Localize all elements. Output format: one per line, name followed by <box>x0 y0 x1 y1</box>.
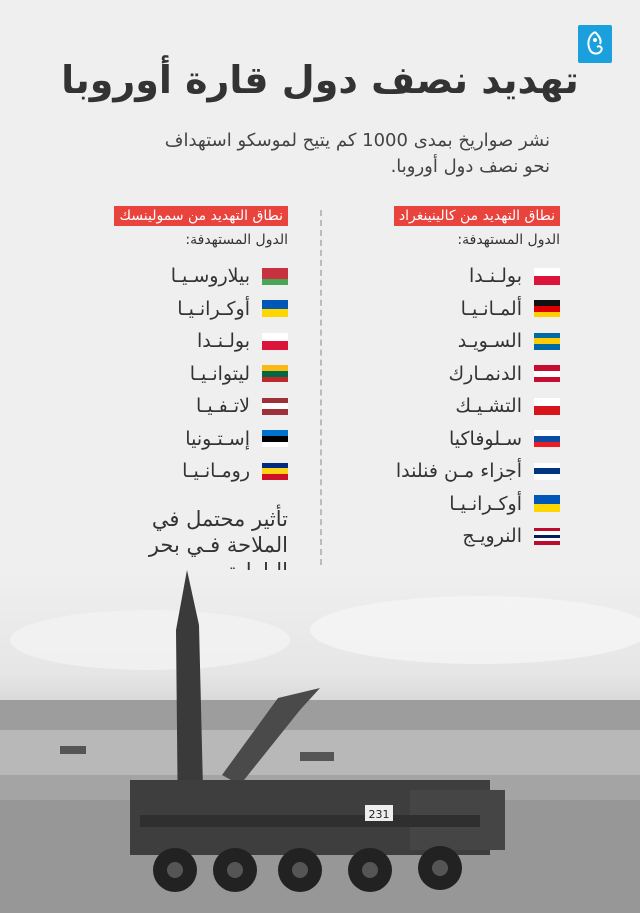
subtitle: نشر صواريخ بمدى 1000 كم يتيح لموسكو استهداف نحو نصف دول أوروبا. <box>164 130 550 177</box>
flag-icon <box>262 463 288 480</box>
country-name: ألمـانـيـا <box>460 297 522 320</box>
vehicle-number: 231 <box>368 808 390 821</box>
targets-label: الدول المستهدفة: <box>185 232 288 248</box>
country-item <box>350 390 560 423</box>
flag-icon <box>534 430 560 447</box>
country-name: إسـتـونيا <box>185 427 250 450</box>
flag-icon <box>534 300 560 317</box>
country-item <box>350 455 560 488</box>
smolensk-country-list <box>78 260 288 488</box>
country-item <box>350 325 560 358</box>
flag-icon <box>534 495 560 512</box>
country-name: التشـيـك <box>455 395 522 418</box>
country-name: ليتوانـيـا <box>189 362 250 385</box>
flag-icon <box>534 463 560 480</box>
country-item <box>78 358 288 391</box>
country-item <box>78 455 288 488</box>
flag-icon <box>534 365 560 382</box>
country-name: أجزاء مـن فنلندا <box>395 460 522 483</box>
kaliningrad-country-list <box>350 260 560 553</box>
country-item <box>350 423 560 456</box>
country-item <box>350 520 560 553</box>
country-item <box>350 358 560 391</box>
country-name: السـويـد <box>457 330 522 353</box>
country-name: النرويـج <box>462 525 522 548</box>
country-item <box>78 325 288 358</box>
flag-icon <box>262 300 288 317</box>
country-name: أوكـرانـيـا <box>177 297 250 320</box>
flag-icon <box>262 333 288 350</box>
flag-icon <box>262 365 288 382</box>
flag-icon <box>262 398 288 415</box>
country-name: رومـانـيـا <box>182 460 250 483</box>
country-name: لاتـفـيـا <box>196 395 250 418</box>
country-item <box>350 293 560 326</box>
country-name: سـلوفاكيا <box>448 427 522 450</box>
country-item <box>78 423 288 456</box>
flag-icon <box>262 268 288 285</box>
flag-icon <box>534 528 560 545</box>
country-item <box>78 293 288 326</box>
page-title: تهديد نصف دول قارة أوروبا <box>61 58 579 102</box>
country-name: بولـنـدا <box>196 330 250 353</box>
baltic-navigation-note: تأثير محتمل في الملاحة فـي بحر <box>148 506 288 557</box>
kaliningrad-tag: نطاق التهديد من كالينينغراد <box>394 206 560 226</box>
smolensk-tag: نطاق التهديد من سمولينسك <box>114 206 288 226</box>
column-divider <box>320 210 322 565</box>
flag-icon <box>534 268 560 285</box>
smolensk-column <box>78 205 288 584</box>
targets-label: الدول المستهدفة: <box>457 232 560 248</box>
flag-icon <box>262 430 288 447</box>
country-item <box>78 260 288 293</box>
country-name: أوكـرانـيـا <box>449 492 522 515</box>
country-name: بولـنـدا <box>468 265 522 288</box>
flag-icon <box>534 398 560 415</box>
country-item <box>78 390 288 423</box>
country-item <box>350 488 560 521</box>
country-item <box>350 260 560 293</box>
country-name: بيلاروسـيـا <box>170 265 250 288</box>
missile-launcher-photo <box>0 570 640 913</box>
country-name: الدنمـارك <box>448 362 522 385</box>
kaliningrad-column <box>350 205 560 553</box>
flag-icon <box>534 333 560 350</box>
